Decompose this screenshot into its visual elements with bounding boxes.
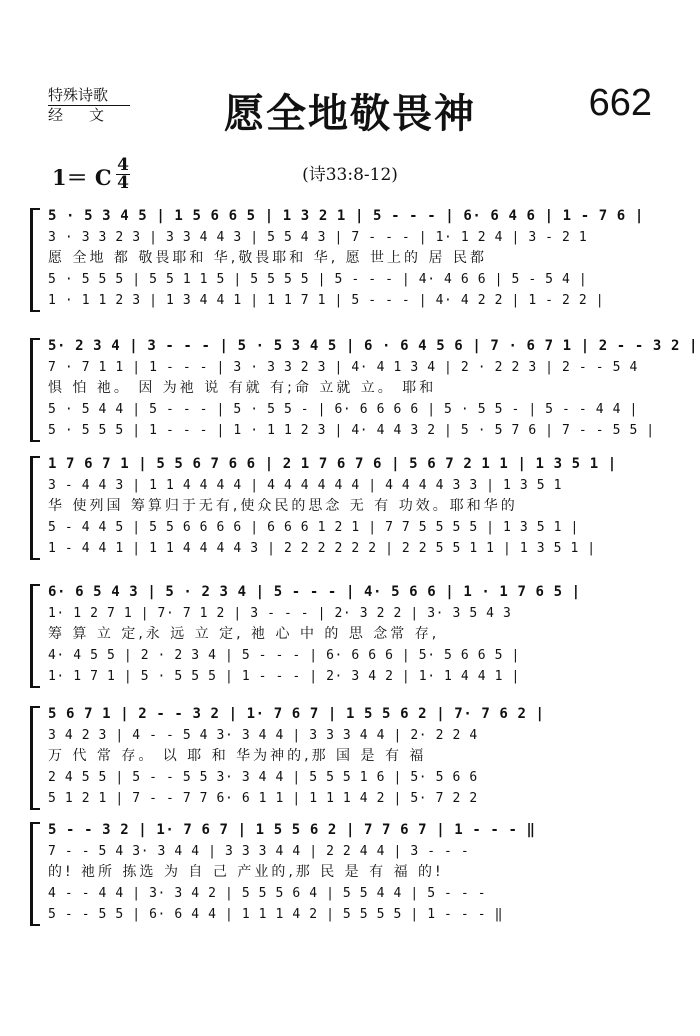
alto-line: 3 4 2 3 | 4 - - 5 4 3· 3 4 4 | 3 3 3 4 4 | 2· 2 2 4 bbox=[48, 728, 478, 743]
system-bracket bbox=[30, 208, 40, 312]
alto-line: 7 · 7 1 1 | 1 - - - | 3 · 3 3 2 3 | 4· 4 1 3 4 | 2 · 2 2 3 | 2 - - 5 4 bbox=[48, 360, 638, 375]
soprano-line: 5· 2 3 4 | 3 - - - | 5 · 5 3 4 5 | 6 · 6 4 5 6 | 7 · 6 7 1 | 2 - - 3 2 | bbox=[48, 338, 699, 354]
tenor-line: 4· 4 5 5 | 2 · 2 3 4 | 5 - - - | 6· 6 6 6 | 5· 5 6 6 5 | bbox=[48, 648, 520, 663]
soprano-line: 1 7 6 7 1 | 5 5 6 7 6 6 | 2 1 7 6 7 6 | 5 6 7 2 1 1 | 1 3 5 1 | bbox=[48, 456, 617, 472]
time-signature-top: 4 bbox=[117, 155, 129, 175]
tenor-line: 5 - 4 4 5 | 5 5 6 6 6 6 | 6 6 6 1 2 1 | 7 7 5 5 5 5 | 1 3 5 1 | bbox=[48, 520, 579, 535]
category-line-1: 特殊诗歌 bbox=[48, 86, 130, 106]
lyrics-line: 万 代 常 存。 以 耶 和 华为神的,那 国 是 有 福 bbox=[48, 748, 427, 764]
tenor-line: 5 · 5 5 5 | 5 5 1 1 5 | 5 5 5 5 | 5 - - - | 4· 4 6 6 | 5 - 5 4 | bbox=[48, 272, 588, 287]
system-bracket bbox=[30, 584, 40, 688]
alto-line: 3 - 4 4 3 | 1 1 4 4 4 4 | 4 4 4 4 4 4 | 4 4 4 4 3 3 | 1 3 5 1 bbox=[48, 478, 563, 493]
music-system-3 bbox=[30, 454, 630, 559]
system-bracket bbox=[30, 706, 40, 810]
lyrics-line: 的! 祂所 拣选 为 自 己 产业的,那 民 是 有 福 的! bbox=[48, 864, 444, 880]
hymn-number: 662 bbox=[588, 82, 652, 124]
system-bracket bbox=[30, 456, 40, 560]
system-bracket bbox=[30, 338, 40, 442]
lyrics-line: 华 使列国 筹算归于无有,使众民的思念 无 有 功效。耶和华的 bbox=[48, 498, 518, 514]
soprano-line: 5 · 5 3 4 5 | 1 5 6 6 5 | 1 3 2 1 | 5 - - - | 6· 6 4 6 | 1 - 7 6 | bbox=[48, 208, 644, 224]
system-bracket bbox=[30, 822, 40, 926]
bass-line: 1 · 1 1 2 3 | 1 3 4 4 1 | 1 1 7 1 | 5 - - - | 4· 4 2 2 | 1 - 2 2 | bbox=[48, 293, 605, 308]
bass-line: 1· 1 7 1 | 5 · 5 5 5 | 1 - - - | 2· 3 4 2 | 1· 1 4 4 1 | bbox=[48, 669, 520, 684]
tenor-line: 5 · 5 4 4 | 5 - - - | 5 · 5 5 - | 6· 6 6 6 6 | 5 · 5 5 - | 5 - - 4 4 | bbox=[48, 402, 638, 417]
soprano-line: 5 6 7 1 | 2 - - 3 2 | 1· 7 6 7 | 1 5 5 6 2 | 7· 7 6 2 | bbox=[48, 706, 545, 722]
music-system-2 bbox=[30, 336, 699, 441]
lyrics-line: 惧 怕 祂。 因 为祂 说 有就 有;命 立就 立。 耶和 bbox=[48, 380, 437, 396]
music-system-4 bbox=[30, 582, 630, 687]
lyrics-line: 愿 全地 都 敬畏耶和 华,敬畏耶和 华, 愿 世上的 居 民都 bbox=[48, 250, 487, 266]
scripture-reference: (诗33:8-12) bbox=[302, 165, 398, 185]
music-system-5 bbox=[30, 704, 630, 809]
alto-line: 3 · 3 3 2 3 | 3 3 4 4 3 | 5 5 4 3 | 7 - - - | 1· 1 2 4 | 3 - 2 1 bbox=[48, 230, 588, 245]
category-line-2: 经文 bbox=[48, 106, 131, 124]
hymn-title: 愿全地敬畏神 bbox=[224, 91, 476, 137]
soprano-line: 6· 6 5 4 3 | 5 · 2 3 4 | 5 - - - | 4· 5 6 6 | 1 · 1 7 6 5 | bbox=[48, 584, 581, 600]
key-signature: 1＝ C bbox=[52, 165, 112, 190]
alto-line: 7 - - 5 4 3· 3 4 4 | 3 3 3 4 4 | 2 2 4 4 | 3 - - - bbox=[48, 844, 470, 859]
bass-line: 5 - - 5 5 | 6· 6 4 4 | 1 1 1 4 2 | 5 5 5 5 | 1 - - - ‖ bbox=[48, 907, 504, 922]
alto-line: 1· 1 2 7 1 | 7· 7 1 2 | 3 - - - | 2· 3 2 2 | 3· 3 5 4 3 bbox=[48, 606, 512, 621]
tenor-line: 2 4 5 5 | 5 - - 5 5 3· 3 4 4 | 5 5 5 1 6 | 5· 5 6 6 bbox=[48, 770, 478, 785]
music-system-6 bbox=[30, 820, 630, 925]
music-system-1 bbox=[30, 206, 644, 311]
time-signature-bottom: 4 bbox=[117, 173, 129, 193]
bass-line: 5 · 5 5 5 | 1 - - - | 1 · 1 1 2 3 | 4· 4 4 3 2 | 5 · 5 7 6 | 7 - - 5 5 | bbox=[48, 423, 655, 438]
bass-line: 1 - 4 4 1 | 1 1 4 4 4 4 3 | 2 2 2 2 2 2 | 2 2 5 5 1 1 | 1 3 5 1 | bbox=[48, 541, 596, 556]
lyrics-line: 筹 算 立 定,永 远 立 定, 祂 心 中 的 思 念常 存, bbox=[48, 626, 440, 642]
tenor-line: 4 - - 4 4 | 3· 3 4 2 | 5 5 5 6 4 | 5 5 4 4 | 5 - - - bbox=[48, 886, 487, 901]
soprano-line: 5 - - 3 2 | 1· 7 6 7 | 1 5 5 6 2 | 7 7 6 7 | 1 - - - ‖ bbox=[48, 822, 536, 838]
bass-line: 5 1 2 1 | 7 - - 7 7 6· 6 1 1 | 1 1 1 4 2 | 5· 7 2 2 bbox=[48, 791, 478, 806]
